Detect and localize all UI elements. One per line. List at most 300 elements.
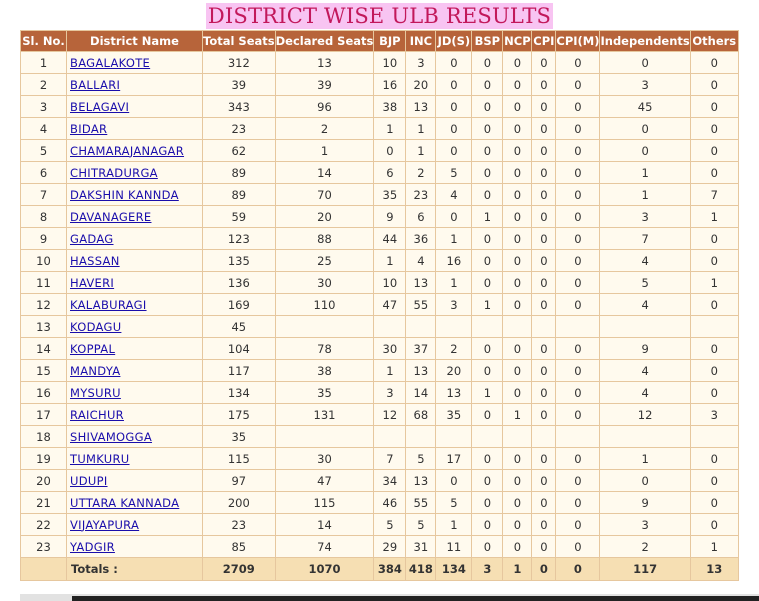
district-link[interactable]: MANDYA — [70, 363, 121, 378]
table-cell: 0 — [472, 74, 503, 96]
table-cell — [556, 426, 600, 448]
table-cell: 39 — [275, 74, 374, 96]
district-cell — [67, 118, 203, 140]
table-cell — [406, 316, 436, 338]
district-cell — [67, 52, 203, 74]
table-cell: 88 — [275, 228, 374, 250]
table-cell: 0 — [503, 448, 532, 470]
table-cell: 0 — [556, 360, 600, 382]
table-row — [21, 52, 739, 74]
table-cell — [532, 316, 556, 338]
table-cell: 0 — [436, 140, 472, 162]
district-link[interactable]: BELAGAVI — [70, 99, 130, 114]
table-cell: 36 — [406, 228, 436, 250]
table-cell: 169 — [203, 294, 276, 316]
table-cell: 115 — [275, 492, 374, 514]
table-cell: 0 — [503, 96, 532, 118]
column-header: Total Seats — [203, 31, 276, 52]
table-cell: 0 — [532, 470, 556, 492]
table-row — [21, 514, 739, 536]
table-cell: 0 — [690, 162, 738, 184]
table-cell: 1 — [600, 162, 690, 184]
table-cell: 0 — [556, 74, 600, 96]
district-link[interactable]: DAVANAGERE — [70, 209, 152, 224]
district-link[interactable]: BIDAR — [70, 121, 108, 136]
table-row — [21, 184, 739, 206]
table-cell: 4 — [436, 184, 472, 206]
table-cell: 0 — [503, 492, 532, 514]
table-cell: 55 — [406, 492, 436, 514]
table-cell: 104 — [203, 338, 276, 360]
table-cell: 70 — [275, 184, 374, 206]
table-cell: 0 — [532, 536, 556, 558]
table-cell: 3 — [600, 514, 690, 536]
table-cell: 85 — [203, 536, 276, 558]
table-cell: 89 — [203, 184, 276, 206]
table-row — [21, 360, 739, 382]
table-cell: 0 — [503, 228, 532, 250]
table-cell: 25 — [275, 250, 374, 272]
district-link[interactable]: TUMKURU — [70, 451, 130, 466]
column-header: BJP — [374, 31, 406, 52]
table-cell: 312 — [203, 52, 276, 74]
district-link[interactable]: VIJAYAPURA — [70, 517, 140, 532]
table-cell: 0 — [556, 250, 600, 272]
table-cell: 0 — [472, 140, 503, 162]
table-cell: 0 — [532, 118, 556, 140]
table-cell: 78 — [275, 338, 374, 360]
table-cell: 38 — [374, 96, 406, 118]
table-cell: 0 — [503, 536, 532, 558]
district-cell — [67, 140, 203, 162]
district-link[interactable]: GADAG — [70, 231, 114, 246]
column-header: District Name — [67, 31, 203, 52]
table-cell: 16 — [436, 250, 472, 272]
table-cell: 3 — [600, 206, 690, 228]
district-cell — [67, 316, 203, 338]
table-cell: 1 — [275, 140, 374, 162]
table-cell: 68 — [406, 404, 436, 426]
table-cell: 9 — [21, 228, 67, 250]
column-header: Independents — [600, 31, 690, 52]
table-cell: 0 — [436, 118, 472, 140]
table-cell — [472, 426, 503, 448]
table-cell: 1 — [374, 250, 406, 272]
table-cell: 0 — [503, 470, 532, 492]
table-cell: 175 — [203, 404, 276, 426]
totals-cell: 418 — [406, 558, 436, 581]
table-cell: 0 — [472, 118, 503, 140]
table-cell: 5 — [436, 492, 472, 514]
district-link[interactable]: BALLARI — [70, 77, 121, 92]
column-header: NCP — [503, 31, 532, 52]
table-cell: 22 — [21, 514, 67, 536]
table-cell: 17 — [21, 404, 67, 426]
table-cell: 21 — [21, 492, 67, 514]
table-row — [21, 536, 739, 558]
table-cell: 0 — [503, 74, 532, 96]
table-cell: 0 — [556, 470, 600, 492]
table-cell: 59 — [203, 206, 276, 228]
district-link[interactable]: SHIVAMOGGA — [70, 429, 153, 444]
table-cell: 0 — [503, 294, 532, 316]
table-cell: 23 — [21, 536, 67, 558]
table-cell: 3 — [690, 404, 738, 426]
district-cell — [67, 404, 203, 426]
table-cell: 0 — [532, 448, 556, 470]
district-cell — [67, 536, 203, 558]
table-cell: 0 — [556, 492, 600, 514]
table-cell: 0 — [556, 140, 600, 162]
table-cell: 89 — [203, 162, 276, 184]
totals-row — [21, 558, 739, 581]
table-cell: 11 — [21, 272, 67, 294]
table-cell: 0 — [690, 514, 738, 536]
table-cell: 0 — [532, 184, 556, 206]
table-cell: 0 — [556, 338, 600, 360]
table-cell — [374, 316, 406, 338]
table-cell: 23 — [203, 118, 276, 140]
table-cell: 13 — [406, 96, 436, 118]
table-cell: 0 — [532, 52, 556, 74]
totals-cell: 117 — [600, 558, 690, 581]
table-cell: 10 — [374, 52, 406, 74]
table-cell: 11 — [436, 536, 472, 558]
table-cell: 15 — [21, 360, 67, 382]
district-cell — [67, 272, 203, 294]
table-cell: 7 — [600, 228, 690, 250]
table-cell: 0 — [532, 514, 556, 536]
table-cell: 0 — [690, 52, 738, 74]
table-cell: 13 — [275, 52, 374, 74]
table-cell: 2 — [406, 162, 436, 184]
district-cell — [67, 74, 203, 96]
table-cell: 0 — [503, 382, 532, 404]
table-cell: 1 — [600, 184, 690, 206]
district-link[interactable]: UDUPI — [70, 473, 108, 488]
table-cell: 0 — [600, 52, 690, 74]
table-cell: 38 — [275, 360, 374, 382]
district-link[interactable]: KOPPAL — [70, 341, 116, 356]
district-link[interactable]: MYSURU — [70, 385, 121, 400]
header-row — [21, 31, 739, 52]
table-row — [21, 492, 739, 514]
table-cell — [275, 426, 374, 448]
table-cell: 1 — [690, 206, 738, 228]
table-row — [21, 140, 739, 162]
totals-cell: 1 — [503, 558, 532, 581]
table-cell — [436, 316, 472, 338]
table-cell: 1 — [472, 382, 503, 404]
table-cell: 0 — [690, 250, 738, 272]
table-row — [21, 228, 739, 250]
district-link[interactable]: HASSAN — [70, 253, 120, 268]
table-cell: 0 — [532, 294, 556, 316]
table-cell: 0 — [556, 118, 600, 140]
table-body — [21, 52, 739, 581]
table-cell: 0 — [556, 294, 600, 316]
table-cell: 0 — [556, 206, 600, 228]
table-cell: 0 — [556, 52, 600, 74]
table-cell: 0 — [436, 52, 472, 74]
table-cell: 55 — [406, 294, 436, 316]
totals-cell: 0 — [532, 558, 556, 581]
district-cell — [67, 448, 203, 470]
table-row — [21, 118, 739, 140]
table-cell: 0 — [532, 162, 556, 184]
ulb-results-table — [20, 30, 739, 581]
district-cell — [67, 514, 203, 536]
table-cell: 0 — [472, 162, 503, 184]
district-link[interactable]: YADGIR — [70, 539, 115, 554]
table-cell: 0 — [532, 404, 556, 426]
table-cell: 0 — [690, 382, 738, 404]
column-header: Declared Seats — [275, 31, 374, 52]
district-link[interactable]: KALABURAGI — [70, 297, 147, 312]
table-cell: 2 — [436, 338, 472, 360]
totals-cell: 2709 — [203, 558, 276, 581]
table-cell: 39 — [203, 74, 276, 96]
table-cell: 4 — [21, 118, 67, 140]
table-cell: 0 — [503, 272, 532, 294]
title-container — [0, 3, 759, 29]
table-cell: 123 — [203, 228, 276, 250]
table-row — [21, 206, 739, 228]
table-cell: 0 — [600, 140, 690, 162]
district-cell — [67, 470, 203, 492]
table-cell — [690, 316, 738, 338]
table-row — [21, 96, 739, 118]
table-cell: 14 — [275, 162, 374, 184]
table-cell: 14 — [406, 382, 436, 404]
district-link[interactable]: CHITRADURGA — [70, 165, 158, 180]
district-link[interactable]: DAKSHIN KANNDA — [70, 187, 179, 202]
table-cell: 5 — [436, 162, 472, 184]
table-cell: 0 — [532, 96, 556, 118]
table-cell: 0 — [556, 382, 600, 404]
table-cell: 0 — [503, 162, 532, 184]
table-cell: 3 — [374, 382, 406, 404]
table-cell: 0 — [556, 404, 600, 426]
table-cell: 18 — [21, 426, 67, 448]
table-cell: 13 — [21, 316, 67, 338]
table-cell: 1 — [406, 118, 436, 140]
table-cell: 0 — [436, 206, 472, 228]
table-cell: 2 — [21, 74, 67, 96]
table-cell: 0 — [503, 360, 532, 382]
table-cell: 0 — [472, 492, 503, 514]
table-cell: 0 — [503, 206, 532, 228]
table-cell: 7 — [690, 184, 738, 206]
table-row — [21, 470, 739, 492]
district-cell — [67, 338, 203, 360]
table-cell: 0 — [556, 162, 600, 184]
table-cell: 3 — [436, 294, 472, 316]
table-cell: 0 — [532, 228, 556, 250]
table-cell: 4 — [600, 294, 690, 316]
table-cell: 4 — [600, 382, 690, 404]
table-cell: 20 — [436, 360, 472, 382]
table-cell: 13 — [406, 360, 436, 382]
column-header: Sl. No. — [21, 31, 67, 52]
table-cell: 35 — [374, 184, 406, 206]
table-row — [21, 448, 739, 470]
totals-cell: 3 — [472, 558, 503, 581]
table-cell: 1 — [436, 272, 472, 294]
table-row — [21, 382, 739, 404]
column-header: CPI — [532, 31, 556, 52]
district-cell — [67, 228, 203, 250]
table-cell: 0 — [472, 470, 503, 492]
totals-cell: 1070 — [275, 558, 374, 581]
table-cell: 0 — [690, 118, 738, 140]
table-cell: 10 — [374, 272, 406, 294]
table-cell: 35 — [436, 404, 472, 426]
table-cell: 0 — [690, 470, 738, 492]
table-cell: 1 — [21, 52, 67, 74]
table-cell: 0 — [556, 448, 600, 470]
table-cell — [600, 316, 690, 338]
table-cell: 35 — [275, 382, 374, 404]
table-cell: 0 — [690, 74, 738, 96]
table-cell: 0 — [503, 140, 532, 162]
table-row — [21, 272, 739, 294]
table-cell: 29 — [374, 536, 406, 558]
table-cell: 9 — [600, 492, 690, 514]
district-cell — [67, 96, 203, 118]
table-cell: 0 — [690, 140, 738, 162]
table-row — [21, 404, 739, 426]
table-cell: 6 — [406, 206, 436, 228]
table-cell: 1 — [472, 294, 503, 316]
table-cell — [275, 316, 374, 338]
table-cell: 0 — [472, 536, 503, 558]
table-cell: 8 — [21, 206, 67, 228]
table-cell: 117 — [203, 360, 276, 382]
table-cell: 16 — [21, 382, 67, 404]
table-cell: 0 — [472, 272, 503, 294]
table-cell: 44 — [374, 228, 406, 250]
table-cell: 0 — [532, 382, 556, 404]
table-cell: 4 — [600, 360, 690, 382]
table-cell: 2 — [275, 118, 374, 140]
table-cell: 20 — [275, 206, 374, 228]
district-link[interactable]: UTTARA KANNADA — [70, 495, 180, 510]
table-cell: 131 — [275, 404, 374, 426]
table-cell: 110 — [275, 294, 374, 316]
table-cell: 115 — [203, 448, 276, 470]
table-cell: 30 — [275, 448, 374, 470]
table-cell: 200 — [203, 492, 276, 514]
horizontal-scrollbar[interactable] — [20, 594, 759, 601]
table-cell — [436, 426, 472, 448]
district-cell — [67, 206, 203, 228]
district-cell — [67, 184, 203, 206]
table-cell: 74 — [275, 536, 374, 558]
scrollbar-thumb[interactable] — [72, 596, 759, 601]
table-cell: 1 — [406, 140, 436, 162]
table-cell: 0 — [532, 492, 556, 514]
table-cell: 0 — [556, 96, 600, 118]
district-link[interactable]: KODAGU — [70, 319, 122, 334]
table-cell: 0 — [532, 206, 556, 228]
table-cell: 0 — [556, 536, 600, 558]
district-link[interactable]: RAICHUR — [70, 407, 124, 422]
district-link[interactable]: CHAMARAJANAGAR — [70, 143, 185, 158]
district-cell — [67, 492, 203, 514]
district-link[interactable]: HAVERI — [70, 275, 115, 290]
table-cell: 0 — [436, 470, 472, 492]
table-cell: 12 — [374, 404, 406, 426]
table-cell: 0 — [436, 74, 472, 96]
table-cell: 1 — [690, 272, 738, 294]
table-cell: 23 — [203, 514, 276, 536]
table-cell: 6 — [21, 162, 67, 184]
table-cell: 12 — [21, 294, 67, 316]
table-cell: 1 — [600, 448, 690, 470]
table-cell: 0 — [556, 228, 600, 250]
totals-blank-cell — [21, 558, 67, 581]
table-cell: 2 — [600, 536, 690, 558]
table-cell: 0 — [690, 228, 738, 250]
table-cell — [406, 426, 436, 448]
table-cell: 0 — [503, 118, 532, 140]
table-cell: 1 — [374, 118, 406, 140]
table-cell: 45 — [600, 96, 690, 118]
table-cell: 20 — [406, 74, 436, 96]
table-cell: 0 — [503, 52, 532, 74]
table-cell: 1 — [436, 228, 472, 250]
table-cell: 0 — [436, 96, 472, 118]
table-cell: 5 — [600, 272, 690, 294]
table-cell: 0 — [472, 360, 503, 382]
table-cell: 0 — [556, 514, 600, 536]
table-cell: 1 — [503, 404, 532, 426]
table-cell: 5 — [21, 140, 67, 162]
table-cell: 1 — [374, 360, 406, 382]
table-cell — [374, 426, 406, 448]
table-row — [21, 338, 739, 360]
table-cell: 0 — [532, 250, 556, 272]
totals-cell: 384 — [374, 558, 406, 581]
table-cell: 23 — [406, 184, 436, 206]
table-cell: 0 — [532, 140, 556, 162]
table-cell: 0 — [472, 404, 503, 426]
table-cell — [690, 426, 738, 448]
table-cell: 1 — [436, 514, 472, 536]
table-cell: 0 — [472, 448, 503, 470]
page-title: DISTRICT WISE ULB RESULTS — [207, 4, 552, 28]
table-cell: 9 — [600, 338, 690, 360]
totals-cell: 13 — [690, 558, 738, 581]
table-cell: 4 — [406, 250, 436, 272]
totals-cell: 0 — [556, 558, 600, 581]
table-cell: 0 — [532, 360, 556, 382]
table-cell — [556, 316, 600, 338]
table-cell: 134 — [203, 382, 276, 404]
table-row — [21, 316, 739, 338]
table-cell: 4 — [600, 250, 690, 272]
table-cell: 1 — [690, 536, 738, 558]
table-cell: 0 — [600, 118, 690, 140]
table-cell — [503, 316, 532, 338]
table-cell: 0 — [556, 184, 600, 206]
table-cell: 3 — [406, 52, 436, 74]
table-cell: 0 — [532, 74, 556, 96]
table-cell: 0 — [690, 294, 738, 316]
district-link[interactable]: BAGALAKOTE — [70, 55, 151, 70]
column-header: Others — [690, 31, 738, 52]
